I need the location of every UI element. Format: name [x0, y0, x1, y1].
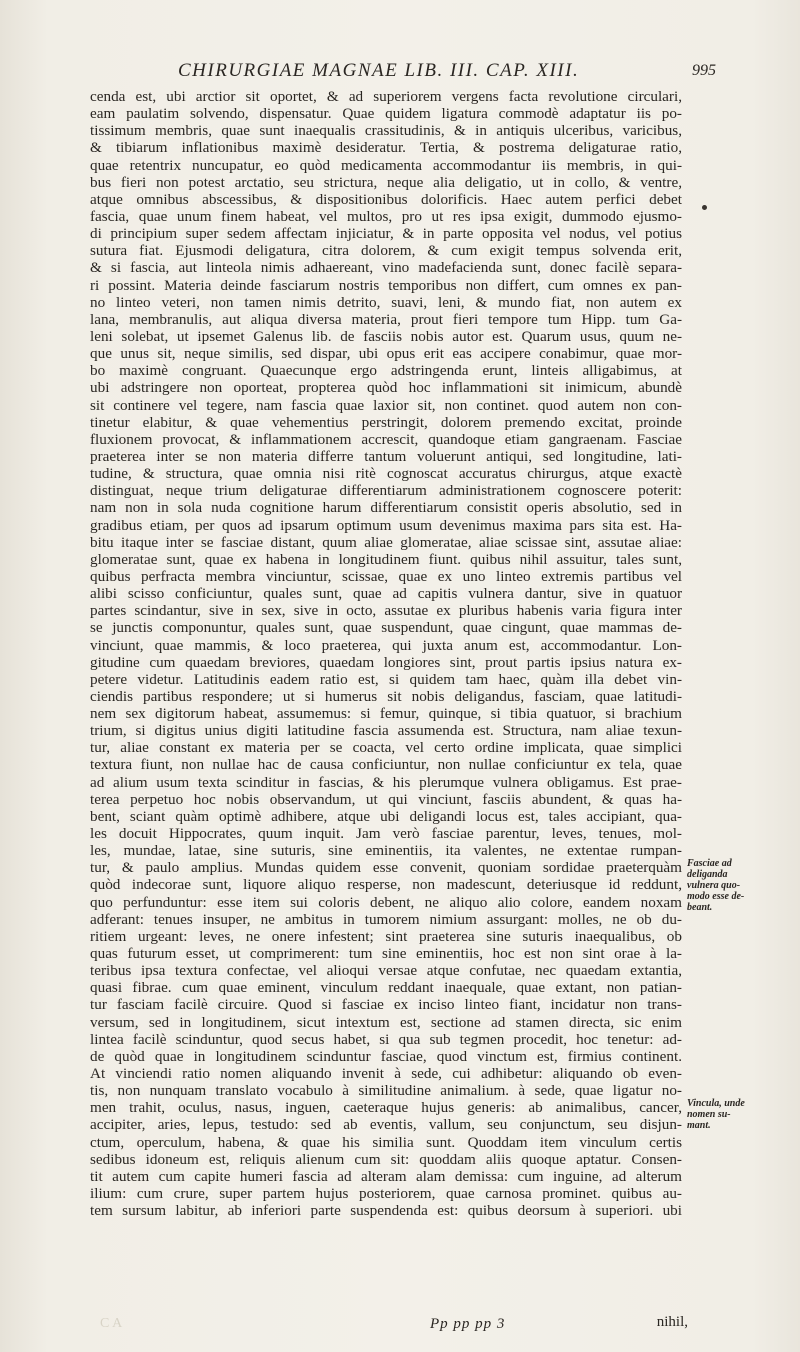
text-line: ilium: cum crure, super partem hujus posteriorem, quae carnosa prominet. quibus au- — [90, 1185, 682, 1202]
margin-note-line: mant. — [687, 1120, 711, 1131]
text-line: di principium super sedem affectam injiciatur, & in parte opposita vel nodus, vel potius — [90, 225, 682, 243]
text-line: leni solebat, ut ipsemet Galenus lib. de fasciis nobis autor est. Quarum usus, quum ne- — [90, 327, 682, 345]
text-line: que unus sit, neque similis, sed dispar, ubi opus erit eas accipere conabimur, quae mor- — [90, 345, 682, 363]
text-line: quibus perfracta membra vinciuntur, scissae, quae ex uno linteo extremis partibus vel — [90, 567, 682, 585]
text-line: distinguat, neque trium deligaturae differentiarum administrationem cognoscere poterit: — [90, 482, 682, 500]
text-line: ctum, operculum, habena, & quae his similia sunt. Quoddam item vinculum certis — [90, 1133, 682, 1151]
text-line: ritiem urgeant: leves, ne onere infestent; sint praeterea sine suturis inaequalibus, ob — [90, 927, 682, 945]
text-line: ad alium usum texta scinditur in fascias, & his plerumque vulnera obligamus. Est prae- — [90, 773, 682, 791]
catchword: nihil, — [656, 1314, 688, 1330]
text-line: lintea facilè scinduntur, quod secus habet, si qua sub tegmen procedit, hoc tenetur: ad- — [90, 1030, 682, 1048]
text-line: sit continere vel tegere, nam fascia quae laxior sit, non continet. quod autem non con- — [90, 396, 682, 414]
text-line: men trahit, oculus, nasus, inguen, caeteraque hujus generis: ab animalibus, cancer, — [90, 1099, 682, 1117]
text-line: atque omnibus abscessibus, & dispositionibus dolorificis. Haec autem perfici debet — [90, 190, 682, 208]
text-line: vinciunt, quae mammis, & loco praeterea, qui juxta anum est, accommodantur. Lon- — [90, 636, 682, 654]
text-line: At vinciendi ratio nomen aliquando invenit à sede, cui adhibetur: aliquando ob even- — [90, 1065, 682, 1083]
text-line: praeterea inter se non materia differre tantum voluerunt antiqui, sed longitudine, lati- — [90, 447, 682, 465]
signature-mark: Pp pp pp 3 — [430, 1316, 506, 1332]
text-line: accipiter, aries, lepus, testudo: sed ab eventis, vallum, seu conjunctum, seu disjun- — [90, 1116, 682, 1134]
text-line: no linteo veteri, non tamen nimis detrito, suavi, leni, & mundo fiat, non autem ex — [90, 293, 682, 311]
text-line: les, mundae, latae, sine suturis, sine eminentiis, ita valentes, ne extentae rumpan- — [90, 842, 682, 860]
margin-note-line: modo esse de- — [687, 891, 745, 902]
margin-note-line: Fasciae ad — [687, 858, 732, 869]
text-line: sedibus idoneum est, reliquis alienum cum sit: quoddam aliis quoque aptatur. Consen- — [90, 1150, 682, 1168]
text-line: terea perpetuo hoc nobis observandum, ut qui vinciunt, fasciis abundent, & quas ha- — [90, 790, 682, 808]
text-line: tur fasciam facilè circuire. Quod si fasciae ex inciso linteo fiant, incidatur non trans- — [90, 996, 682, 1014]
text-line: trium, si digitus unius digiti latitudine fascia assumenda est. Structura, nam aliae texun- — [90, 722, 682, 740]
body-text — [90, 88, 682, 1219]
text-line: eam paulatim solvendo, dispensatur. Quae quidem ligatura commodè adaptatur iis po- — [90, 105, 682, 123]
ink-spot — [702, 205, 707, 210]
text-line: bus fieri non potest arctatio, seu strictura, neque alia deligatio, ut in collo, & ventre, — [90, 173, 682, 191]
text-line: bent, sciant quàm optimè adhibere, atque ubi deligandi locus est, tales accipiant, qua- — [90, 807, 682, 825]
text-line: les docuit Hippocrates, quum inquit. Jam verò fasciae parentur, leves, tenues, mol- — [90, 825, 682, 843]
page-header — [90, 60, 716, 86]
text-line: tur, aliae constant ex materia per se coacta, vel certo ordine implicata, quae simplici — [90, 739, 682, 757]
text-line: petere videtur. Latitudinis eadem ratio est, si quidem tam haec, quàm illa debet vin- — [90, 670, 682, 688]
text-line: quae retentrix nuncupatur, eo quòd medicamenta accommodantur iis membris, in qui- — [90, 156, 682, 174]
text-line: ri possint. Materia deinde fasciarum nostris temporibus non differt, cum omnes ex pan- — [90, 276, 682, 294]
text-line: tur, & paulo amplius. Mundas quidem esse convenit, quoniam sordidae praeterquàm — [90, 859, 682, 877]
margin-note-line: deliganda — [687, 869, 728, 880]
running-head: CHIRURGIAE MAGNAE LIB. III. CAP. XIII. — [178, 60, 580, 81]
text-line: gradibus etiam, per quos ad ipsarum optimum usum devenimus maxima pars sita est. Ha- — [90, 516, 682, 534]
margin-note-line: Vincula, unde — [687, 1098, 745, 1109]
text-line: textura fiunt, non nullae hac de causa conficiuntur, non nullae conficiuntur ex tela, quae — [90, 756, 682, 774]
margin-note-line: beant. — [687, 902, 713, 913]
text-line: fascia, quae unum finem habeat, vel multos, pro ut res ipsa exigit, dummodo ejusmo- — [90, 207, 682, 225]
margin-note-fasciae — [687, 858, 787, 913]
text-line: tit autem cum capite humeri fascia ad alteram alam demissa: cum inguine, ad alterum — [90, 1167, 682, 1185]
text-line: quasi fibrae. cum quae eminent, vinculum reddant inaequale, quae extant, non patian- — [90, 979, 682, 997]
text-line: quas futurum esset, ut comprimerent: tum sine eminentiis, hoc est non sint orae à la- — [90, 945, 682, 963]
text-line: tissimum membris, quae sunt inaequalis crassitudinis, & in antiquis ulceribus, varicibus, — [90, 122, 682, 140]
margin-note-line: vulnera quo- — [687, 880, 741, 891]
margin-note-line: nomen su- — [687, 1109, 731, 1120]
text-line: fluxionem provocat, & inflammationem accrescit, quandoque etiam gangraenam. Fasciae — [90, 430, 682, 448]
text-line: bo maximè congruant. Quaecunque ergo adstringenda erunt, linteis alligabimus, at — [90, 362, 682, 380]
text-line: cenda est, ubi arctior sit oportet, & ad superiorem vergens facta revolutione circulari, — [90, 88, 682, 105]
text-line: versum, sed in longitudinem, sicut intextum est, sectione ad stamen directa, sic enim — [90, 1013, 682, 1031]
text-line: ciendis partibus respondere; ut si humerus sit nobis deligandus, fasciam, quae latitudi- — [90, 687, 682, 705]
page-number: 995 — [692, 62, 716, 79]
text-line: teribus ipsa textura confectae, vel alioqui versae atque confutae, nec quaedam extantia, — [90, 962, 682, 980]
text-line: & si fascia, aut linteola nimis adhaereant, vino madefacienda sunt, donec facilè separa- — [90, 259, 682, 277]
text-line: nem sex digitorum habeat, assumemus: si femur, quinque, si tibia quatuor, si brachium — [90, 705, 682, 723]
text-line: gitudine cum quaedam breviores, quaedam longiores sint, prout partis ipsius natura ex- — [90, 653, 682, 671]
text-line: de quòd quae in longitudinem scinduntur fasciae, quod vinctum est, firmius continent. — [90, 1047, 682, 1065]
text-line: se junctis componuntur, quales sunt, quae suspendunt, quae cingunt, quae mammas de- — [90, 619, 682, 637]
text-line: tis, non nunquam translato vocabulo à similitudine animalium. à sede, quae ligatur no- — [90, 1082, 682, 1100]
text-line: glomeratae sunt, quae ex habena in longitudinem fiunt. quibus nihil assuitur, tales sunt, — [90, 550, 682, 568]
text-line: quo perfunduntur: esse item sui coloris debent, ne aliquo alio colore, eandem noxam — [90, 893, 682, 911]
text-line: adferant: tenues insuper, ne ambitus in tumorem nimium assurgant: molles, ne ob du- — [90, 910, 682, 928]
text-line: bitu itaque inter se fasciae distant, quum aliae glomeratae, aliae scissae sint, assutae aliae: — [90, 533, 682, 551]
text-line: quòd indecorae sunt, liquore aliquo resperse, non madescunt, deteriusque id reddunt, — [90, 876, 682, 894]
text-line: sutura fiat. Ejusmodi deligatura, citra dolorem, & cum exigit tempus solvenda erit, — [90, 242, 682, 260]
text-line: lana, membranulis, aut aliqua diversa materia, prout fieri tempore tum Hipp. tum Ga- — [90, 310, 682, 328]
text-line: partes scindantur, sive in sex, sive in octo, assutae ex pluribus habenis varia figura inter — [90, 602, 682, 620]
text-line: tem sursum labitur, ab inferiori parte suspendenda est: quibus deorsum à superiori. ubi — [90, 1202, 682, 1220]
text-line: tinetur elabitur, & quae vehementius perstringit, dolorem premendo excitat, proinde — [90, 413, 682, 431]
text-line: alibi scisso conficiuntur, quales sunt, quae ad capitis vulnera dantur, sive in quatuor — [90, 585, 682, 603]
text-line: ubi adstringere non oporteat, propterea quòd hoc inflammationi sit inimicum, abundè — [90, 379, 682, 397]
text-line: & tibiarum inflationibus maximè desideratur. Tertia, & postrema deligaturae ratio, — [90, 139, 682, 157]
text-line: tudine, & structura, quae omnia nisi ritè cognoscat accuratus chirurgus, atque exactè — [90, 465, 682, 483]
text-line: nam non in sola nuda cognitione harum differentiarum consistit operis absolutio, sed in — [90, 499, 682, 517]
margin-note-vincula — [687, 1098, 787, 1131]
show-through-text: C A — [100, 1316, 123, 1331]
